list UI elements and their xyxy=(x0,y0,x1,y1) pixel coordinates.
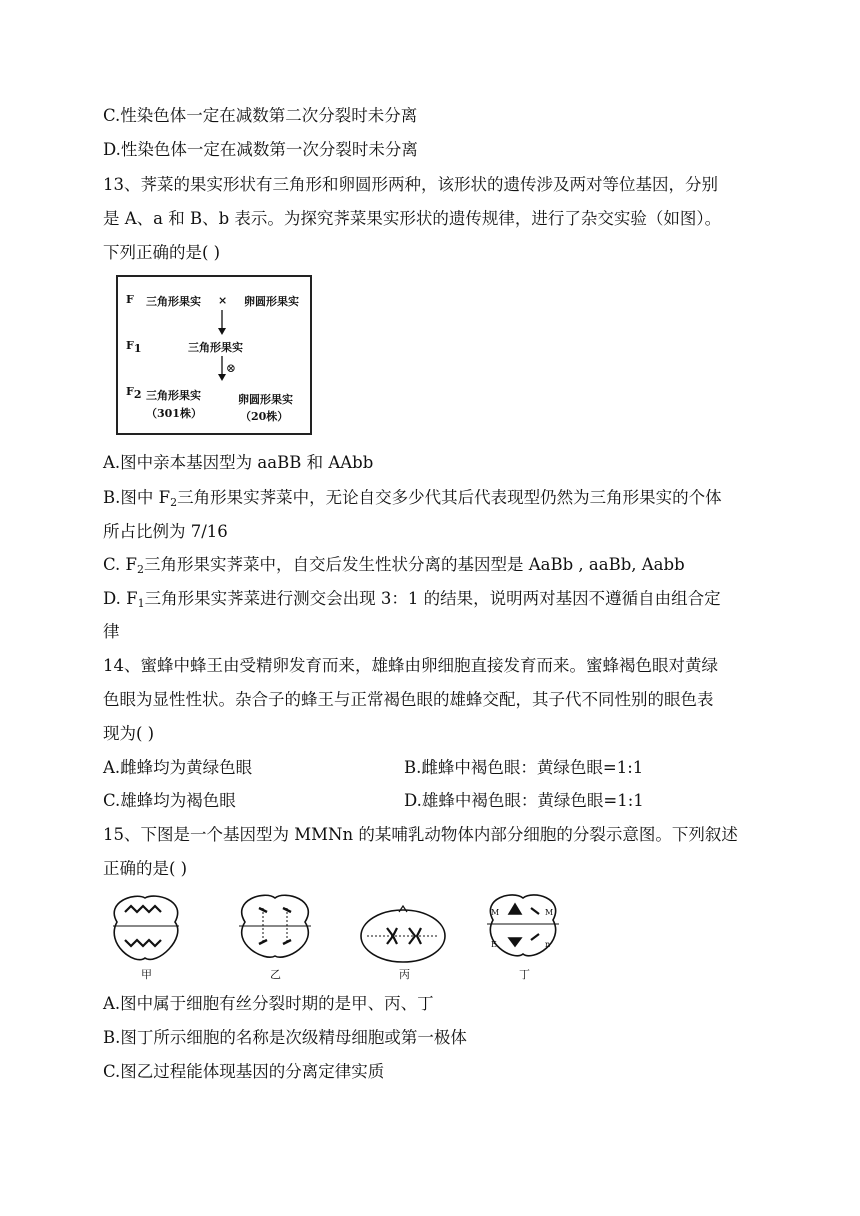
cell-division-figures xyxy=(105,892,565,982)
cross-diagram xyxy=(116,275,312,435)
caption-jia: 甲 xyxy=(141,968,152,981)
f2-left: 三角形果实 xyxy=(146,389,201,402)
p-left: 三角形果实 xyxy=(146,295,201,308)
caption-ding: 丁 xyxy=(519,968,530,981)
caption-yi: 乙 xyxy=(270,968,281,981)
q13-stem-1: 13、荠菜的果实形状有三角形和卵圆形两种，该形状的遗传涉及两对等位基因，分别 xyxy=(103,175,718,194)
cross-symbol: × xyxy=(218,294,228,307)
q14-stem-3: 现为( ) xyxy=(103,724,155,743)
q13-option-c: C. $F_2$三角形果实荠菜中，自交后发生性状分离的基因型是 AaBb , aaBb, Aabb xyxy=(103,555,685,576)
f2-label: $F_2$ xyxy=(126,385,142,401)
q14-option-b: B.雌蜂中褐色眼：黄绿色眼=1:1 xyxy=(404,758,644,777)
q15-option-c: C.图乙过程能体现基因的分离定律实质 xyxy=(103,1062,385,1081)
q14-option-a: A.雌蜂均为黄绿色眼 xyxy=(103,758,253,777)
q13-option-b-cont: 所占比例为 7/16 xyxy=(103,522,228,541)
option-d-q12: D.性染色体一定在减数第一次分裂时未分离 xyxy=(103,140,418,159)
q14-stem-1: 14、蜜蜂中蜂王由受精卵发育而来，雄蜂由卵细胞直接发育而来。蜜蜂褐色眼对黄绿 xyxy=(103,656,718,675)
q13-option-d: D. $F_1$三角形果实荠菜进行测交会出现 3：1 的结果，说明两对基因不遵循自由组合定 xyxy=(103,589,721,610)
cell-yi xyxy=(239,895,311,957)
q13-stem-3: 下列正确的是( ) xyxy=(103,243,221,262)
q13-option-b: B.图中 $F_2$三角形果实荠菜中，无论自交多少代其后代表现型仍然为三角形果实的个体 xyxy=(103,488,722,509)
f2-right-count: （20株） xyxy=(240,410,289,423)
f2-right: 卵圆形果实 xyxy=(238,393,293,406)
f1-text: 三角形果实 xyxy=(188,341,243,354)
p-right: 卵圆形果实 xyxy=(244,295,299,308)
q13-option-d-cont: 律 xyxy=(103,622,120,641)
q15-stem-2: 正确的是( ) xyxy=(103,859,188,878)
q14-option-d: D.雄蜂中褐色眼：黄绿色眼=1:1 xyxy=(404,791,644,810)
self-cross-symbol: ⊗ xyxy=(226,361,237,375)
caption-bing: 丙 xyxy=(399,968,410,981)
cell-drawings xyxy=(105,892,565,966)
q14-option-c: C.雄蜂均为褐色眼 xyxy=(103,791,236,810)
gene-label-m1: M xyxy=(491,908,500,917)
q15-option-b: B.图丁所示细胞的名称是次级精母细胞或第一极体 xyxy=(103,1028,467,1047)
f2-left-count: （301株） xyxy=(146,407,202,420)
arrow-down-icon xyxy=(216,310,228,336)
cell-bing xyxy=(361,906,445,962)
f1-label: $F_1$ xyxy=(126,339,142,355)
q15-option-a: A.图中属于细胞有丝分裂时期的是甲、丙、丁 xyxy=(103,994,434,1013)
q14-stem-2: 色眼为显性性状。杂合子的蜂王与正常褐色眼的雄蜂交配，其子代不同性别的眼色表 xyxy=(103,690,714,709)
cell-jia xyxy=(113,896,179,960)
q13-option-a: A.图中亲本基因型为 aaBB 和 AAbb xyxy=(103,453,374,472)
option-c-q12: C.性染色体一定在减数第二次分裂时未分离 xyxy=(103,106,418,125)
p-label: F xyxy=(126,293,134,306)
gene-label-e: E xyxy=(491,940,497,949)
q15-stem-1: 15、下图是一个基因型为 MMNn 的某哺乳动物体内部分细胞的分裂示意图。下列叙述 xyxy=(103,825,738,844)
q13-stem-2: 是 A、a 和 B、b 表示。为探究荠菜果实形状的遗传规律，进行了杂交实验（如图）。 xyxy=(103,209,722,228)
gene-label-n: n xyxy=(545,940,551,949)
gene-label-m2: M xyxy=(545,908,554,917)
